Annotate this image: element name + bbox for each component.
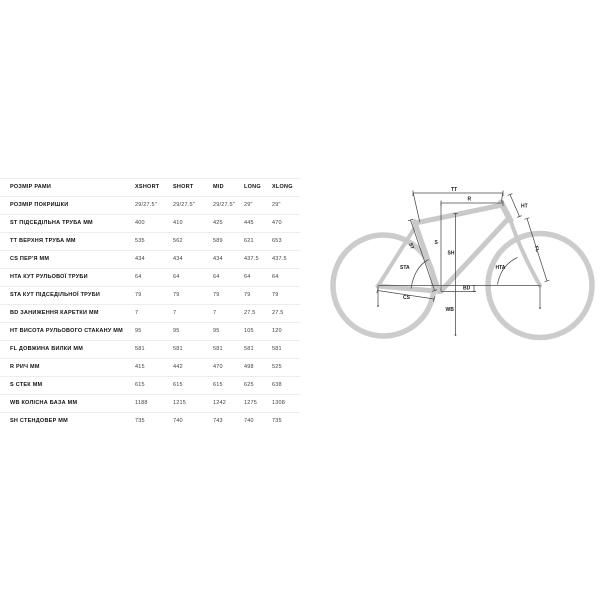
row-value: 434 — [213, 256, 223, 262]
row-value: 638 — [272, 382, 282, 388]
row-value: 29" — [244, 202, 253, 208]
column-header-xlong: XLONG — [272, 184, 293, 190]
row-value: 79 — [173, 292, 180, 298]
row-value: 64 — [244, 274, 251, 280]
row-value: 7 — [173, 310, 177, 316]
row-value: 735 — [135, 418, 145, 424]
row-label: РОЗМІР ПОКРИШКИ — [10, 202, 69, 208]
row-value: 7 — [135, 310, 139, 316]
tt-label: TT — [451, 187, 458, 193]
table-row — [0, 250, 300, 268]
row-label: BD ЗАНИЖЕННЯ КАРЕТКИ ММ — [10, 310, 99, 316]
row-label: WB КОЛІСНА БАЗА ММ — [10, 400, 78, 406]
row-value: 581 — [244, 346, 254, 352]
row-value: 445 — [244, 220, 254, 226]
row-value: 615 — [173, 382, 183, 388]
row-value: 525 — [272, 364, 282, 370]
row-value: 581 — [135, 346, 145, 352]
row-value: 434 — [135, 256, 145, 262]
table-row — [0, 214, 300, 232]
row-value: 615 — [135, 382, 145, 388]
row-label: TT ВЕРХНЯ ТРУБА ММ — [10, 238, 76, 244]
row-value: 29/27.5" — [173, 202, 195, 208]
column-header-mid: MID — [213, 184, 224, 190]
row-value: 410 — [173, 220, 183, 226]
table-row — [0, 358, 300, 376]
row-label: S СТЕК ММ — [10, 382, 43, 388]
spec-table — [0, 178, 300, 430]
row-value: 7 — [213, 310, 217, 316]
row-value: 425 — [213, 220, 223, 226]
row-value: 1308 — [272, 400, 286, 406]
top-tube — [416, 205, 503, 223]
table-row — [0, 286, 300, 304]
row-value: 79 — [244, 292, 251, 298]
row-value: 1242 — [213, 400, 227, 406]
row-value: 581 — [173, 346, 183, 352]
row-value: 470 — [272, 220, 282, 226]
table-header-row — [0, 178, 300, 196]
bd-label: BD — [463, 285, 471, 292]
row-value: 29/27.5" — [213, 202, 235, 208]
row-value: 79 — [213, 292, 220, 298]
row-value: 437.5 — [272, 256, 287, 262]
row-label: CS ПЕР'Я ММ — [10, 256, 50, 262]
row-value: 589 — [213, 238, 223, 244]
fork-tube — [511, 221, 541, 286]
row-label: HTA КУТ РУЛЬОВОЇ ТРУБИ — [10, 274, 88, 280]
row-label: STA КУТ ПІДСЕДІЛЬНОЇ ТРУБИ — [10, 292, 101, 298]
wb-label: WB — [445, 307, 454, 313]
column-header-short: SHORT — [173, 184, 194, 190]
row-value: 442 — [173, 364, 183, 370]
row-value: 740 — [244, 418, 254, 424]
row-value: 400 — [135, 220, 145, 226]
row-label: ST ПІДСЕДІЛЬНА ТРУБА ММ — [10, 220, 93, 226]
seat-tube — [415, 222, 440, 292]
row-value: 581 — [272, 346, 282, 352]
table-row — [0, 412, 300, 430]
st-label: ST — [407, 242, 415, 251]
row-label: HT ВИСОТА РУЛЬОВОГО СТАКАНУ ММ — [10, 328, 123, 334]
row-value: 29" — [272, 202, 281, 208]
table-row — [0, 304, 300, 322]
table-title: РОЗМІР РАМИ — [10, 184, 52, 190]
row-value: 27.5 — [272, 310, 284, 316]
row-value: 434 — [173, 256, 183, 262]
table-row — [0, 340, 300, 358]
frame — [378, 203, 540, 292]
column-header-xshort: XSHORT — [135, 184, 160, 190]
row-value: 740 — [173, 418, 183, 424]
row-value: 743 — [213, 418, 223, 424]
row-value: 535 — [135, 238, 145, 244]
row-label: SH СТЕНДОВЕР ММ — [10, 418, 68, 424]
table-row — [0, 322, 300, 340]
hta-label: HTA — [495, 265, 506, 271]
table-row — [0, 376, 300, 394]
row-label: FL ДОВЖИНА ВИЛКИ ММ — [10, 346, 84, 352]
column-header-long: LONG — [244, 184, 261, 190]
row-value: 79 — [135, 292, 142, 298]
row-value: 64 — [272, 274, 279, 280]
row-value: 621 — [244, 238, 254, 244]
row-value: 615 — [213, 382, 223, 388]
row-value: 95 — [173, 328, 180, 334]
table-row — [0, 268, 300, 286]
sh-label: SH — [447, 250, 455, 257]
sta-label: STA — [400, 265, 410, 271]
row-value: 735 — [272, 418, 282, 424]
row-value: 64 — [135, 274, 142, 280]
row-value: 415 — [135, 364, 145, 370]
row-value: 1215 — [173, 400, 187, 406]
row-value: 120 — [272, 328, 282, 334]
table-row — [0, 394, 300, 412]
row-value: 470 — [213, 364, 223, 370]
row-value: 581 — [213, 346, 223, 352]
row-value: 653 — [272, 238, 282, 244]
row-value: 64 — [173, 274, 180, 280]
cs-label: CS — [403, 295, 410, 301]
table-row — [0, 196, 300, 214]
ht-label: HT — [521, 203, 528, 210]
table-row — [0, 232, 300, 250]
row-value: 95 — [135, 328, 142, 334]
row-value: 437.5 — [244, 256, 259, 262]
row-value: 625 — [244, 382, 254, 388]
s-label: S — [434, 240, 438, 246]
row-value: 79 — [272, 292, 279, 298]
row-value: 562 — [173, 238, 183, 244]
spec-rows — [0, 196, 300, 430]
row-value: 1188 — [135, 400, 148, 406]
row-value: 1275 — [244, 400, 258, 406]
row-value: 95 — [213, 328, 220, 334]
fl-label: FL — [532, 245, 541, 253]
row-value: 29/27.5" — [135, 202, 157, 208]
row-value: 105 — [244, 328, 254, 334]
row-value: 498 — [244, 364, 254, 370]
r-label: R — [467, 196, 472, 203]
row-label: R РИЧ ММ — [10, 364, 40, 370]
row-value: 27.5 — [244, 310, 256, 316]
row-value: 64 — [213, 274, 220, 280]
